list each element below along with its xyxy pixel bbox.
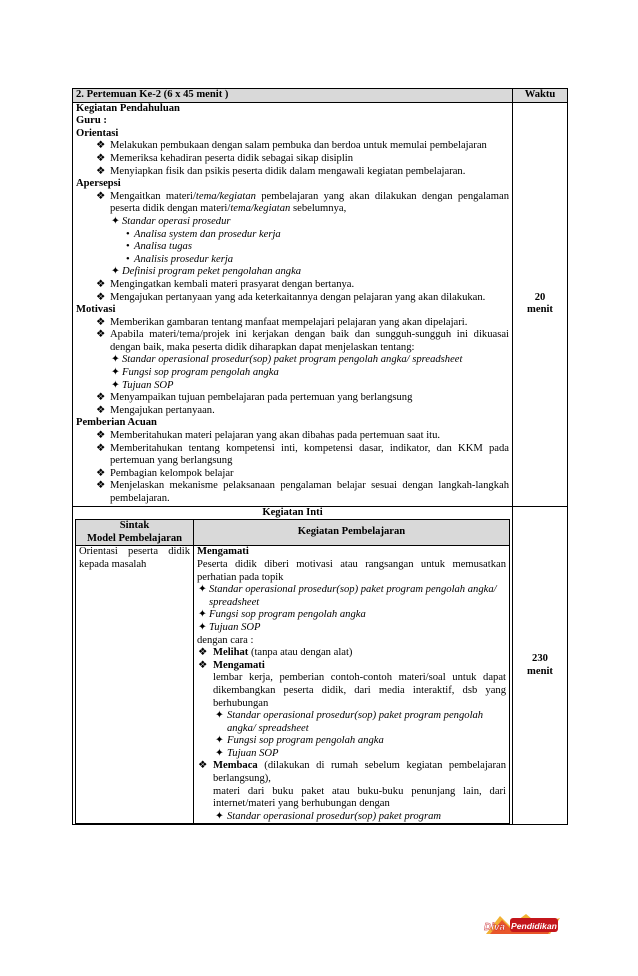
mengamati-heading: Mengamati	[197, 546, 249, 558]
diva-pendidikan-logo	[480, 912, 564, 938]
sub-item: ✦ Standar operasional prosedur(sop) paket program pengolah angka/ spreadsheet	[111, 354, 463, 366]
diamond-bullet-icon: ❖	[198, 760, 208, 772]
star-bullet-icon: ✦	[198, 584, 207, 596]
diamond-bullet-icon: ❖	[198, 647, 208, 659]
waktu-header: Waktu	[513, 89, 568, 103]
diamond-bullet-icon: ❖	[198, 659, 208, 671]
inti-cell	[73, 506, 513, 825]
sub-sub-item: • Analisa tugas	[126, 241, 192, 253]
star-bullet-icon: ✦	[111, 354, 120, 366]
lesson-plan-page	[72, 88, 567, 825]
waktu-value: 230	[532, 652, 548, 664]
list-item: ❖ Pembagian kelompok belajar	[96, 467, 234, 479]
star-bullet-icon: ✦	[215, 747, 224, 759]
diamond-bullet-icon: ❖	[96, 329, 106, 341]
star-bullet-icon: ✦	[111, 215, 120, 227]
topic-item: ✦ Standar operasional prosedur(sop) paket program pengolah angka/ spreadsheet	[198, 584, 497, 608]
list-item: ❖ Memeriksa kehadiran peserta didik sebagai sikap disiplin	[96, 152, 353, 164]
pendahuluan-cell	[73, 102, 513, 506]
list-item: ❖ Melakukan pembukaan dengan salam pembuka dan berdoa untuk memulai pembelajaran	[96, 140, 487, 152]
membaca-item: ❖ Membaca (dilakukan di rumah sebelum kegiatan pembelajaran berlangsung),	[198, 760, 506, 785]
inti-table	[75, 519, 510, 824]
waktu-unit: menit	[527, 304, 553, 316]
inti-header-row	[76, 520, 510, 546]
kegiatan-header: Kegiatan Pembelajaran	[194, 520, 510, 546]
list-item: ❖ Menyampaikan tujuan pembelajaran pada pertemuan yang berlangsung	[96, 392, 413, 404]
inti-row	[73, 506, 568, 825]
diamond-bullet-icon: ❖	[96, 404, 106, 416]
melihat-item: ❖ Melihat (tanpa atau dengan alat)	[198, 647, 353, 659]
sub-item: ✦ Tujuan SOP	[111, 379, 174, 391]
star-bullet-icon: ✦	[215, 710, 224, 722]
dot-bullet-icon: •	[126, 253, 130, 265]
waktu-value: 20	[534, 291, 546, 303]
topic-item: ✦ Tujuan SOP	[198, 621, 261, 633]
sintak-header: Sintak Model Pembelajaran	[76, 520, 194, 546]
sub-topic-item: ✦ Standar operasional prosedur(sop) paket program pengolah angka/ spreadsheet	[215, 710, 484, 734]
diamond-bullet-icon: ❖	[96, 316, 106, 328]
waktu-unit: menit	[527, 665, 553, 677]
diamond-bullet-icon: ❖	[96, 278, 106, 290]
mengamati-item: ❖ Mengamati	[198, 659, 265, 671]
diamond-bullet-icon: ❖	[96, 442, 106, 454]
sintak-cell: Orientasi peserta didik kepada masalah	[76, 546, 194, 824]
diamond-bullet-icon: ❖	[96, 152, 106, 164]
list-item: ❖ Mengajukan pertanyaan yang ada keterkaitannya dengan pelajaran yang akan dilakukan.	[96, 291, 486, 303]
diamond-bullet-icon: ❖	[96, 291, 106, 303]
mengamati-text: lembar kerja, pemberian contoh-contoh materi/soal untuk dapat dikembangkan peserta didik, dari media interaktif, dsb yang berhubungan	[213, 672, 506, 709]
star-bullet-icon: ✦	[111, 379, 120, 391]
logo-graphic	[480, 912, 564, 938]
sub-item: ✦ Standar operasi prosedur	[111, 215, 231, 227]
topic-item: ✦ Fungsi sop program pengolah angka	[198, 609, 366, 621]
membaca-text: materi dari buku paket atau buku-buku penunjang lain, dari internet/materi yang berhubungan dengan	[213, 785, 506, 810]
star-bullet-icon: ✦	[198, 609, 207, 621]
sub-sub-item: • Analisa system dan prosedur kerja	[126, 228, 281, 240]
waktu-inti	[513, 506, 568, 825]
list-item: ❖ Menyiapkan fisik dan psikis peserta didik dalam mengawali kegiatan pembelajaran.	[96, 165, 466, 177]
acuan-label: Pemberian Acuan	[76, 417, 157, 429]
list-item: ❖ Apabila materi/tema/projek ini kerjakan dengan baik dan sungguh-sungguh ini dikuasai dengan baik, maka peserta didik diharapkan dapat menjelaskan tentang:	[96, 329, 509, 353]
sub-topic-item: ✦ Tujuan SOP	[215, 747, 279, 759]
motivasi-label: Motivasi	[76, 304, 116, 316]
star-bullet-icon: ✦	[215, 735, 224, 747]
table-row	[76, 546, 510, 824]
orientasi-label: Orientasi	[76, 127, 119, 139]
dengan-cara: dengan cara :	[197, 634, 254, 646]
list-item: ❖ Memberitahukan materi pelajaran yang akan dibahas pada pertemuan saat itu.	[96, 430, 441, 442]
diamond-bullet-icon: ❖	[96, 392, 106, 404]
diamond-bullet-icon: ❖	[96, 467, 106, 479]
diamond-bullet-icon: ❖	[96, 480, 106, 492]
diamond-bullet-icon: ❖	[96, 430, 106, 442]
dot-bullet-icon: •	[126, 228, 130, 240]
pendahuluan-row	[73, 102, 568, 506]
star-bullet-icon: ✦	[198, 621, 207, 633]
logo-pendidikan-text: Pendidikan	[511, 921, 557, 931]
kegiatan-cell	[194, 546, 510, 824]
meeting-title: 2. Pertemuan Ke-2 (6 x 45 menit )	[73, 89, 513, 103]
pendahuluan-heading: Kegiatan Pendahuluan	[76, 102, 180, 114]
list-item: ❖ Menjelaskan mekanisme pelaksanaan pengalaman belajar sesuai dengan langkah-langkah pembelajaran.	[96, 480, 509, 504]
list-item: ❖ Memberikan gambaran tentang manfaat mempelajari pelajaran yang akan dipelajari.	[96, 316, 468, 328]
dot-bullet-icon: •	[126, 241, 130, 253]
table-header-row	[73, 89, 568, 103]
star-bullet-icon: ✦	[215, 810, 224, 822]
guru-label: Guru :	[76, 115, 107, 127]
diamond-bullet-icon: ❖	[96, 140, 106, 152]
list-item: ❖ Mengingatkan kembali materi prasyarat dengan bertanya.	[96, 278, 355, 290]
diamond-bullet-icon: ❖	[96, 165, 106, 177]
star-bullet-icon: ✦	[111, 266, 120, 278]
intro-text: Peserta didik diberi motivasi atau rangsangan untuk memusatkan perhatian pada topik	[197, 558, 506, 583]
sub-item: ✦ Fungsi sop program pengolah angka	[111, 367, 279, 379]
logo-diva-text: Diva	[484, 922, 506, 933]
star-bullet-icon: ✦	[111, 367, 120, 379]
sub-sub-item: • Analisis prosedur kerja	[126, 253, 234, 265]
sub-topic-item: ✦ Fungsi sop program pengolah angka	[215, 735, 384, 747]
list-item: ❖ Mengaitkan materi/tema/kegiatan pembelajaran yang akan dilakukan dengan pengalaman peserta didik dengan materi/tema/kegiatan sebelumnya,	[96, 190, 509, 215]
sub-topic-item: ✦ Standar operasional prosedur(sop) paket program	[215, 810, 442, 822]
apersepsi-label: Apersepsi	[76, 178, 121, 190]
waktu-pendahuluan	[513, 102, 568, 506]
list-item: ❖ Memberitahukan tentang kompetensi inti, kompetensi dasar, indikator, dan KKM pada pertemuan yang berlangsung	[96, 442, 509, 467]
sub-item: ✦ Definisi program peket pengolahan angka	[111, 266, 302, 278]
lesson-table	[72, 88, 568, 825]
list-item: ❖ Mengajukan pertanyaan.	[96, 404, 215, 416]
inti-heading: Kegiatan Inti	[262, 506, 323, 518]
diamond-bullet-icon: ❖	[96, 190, 106, 202]
